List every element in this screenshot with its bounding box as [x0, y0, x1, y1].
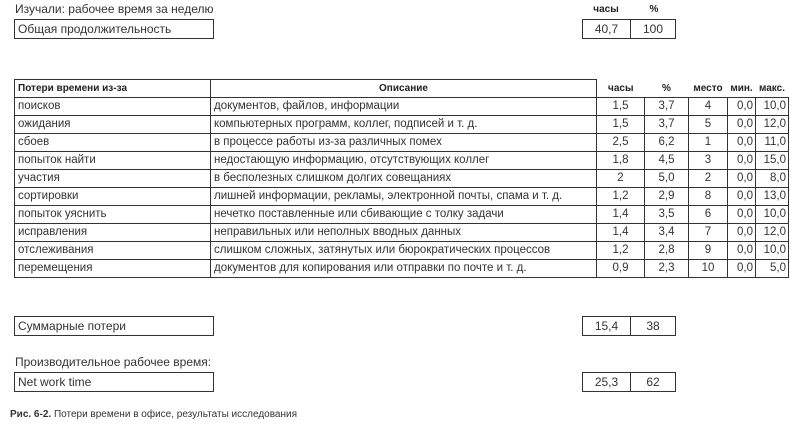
cell-rank: 10: [689, 260, 728, 278]
cell-cause: попыток уяснить: [15, 206, 211, 224]
cell-pct: 2,9: [645, 188, 689, 206]
productive-label: Net work time: [18, 375, 92, 389]
cell-hours: 1,5: [597, 98, 645, 116]
cell-cause: сбоев: [15, 134, 211, 152]
cell-cause: ожидания: [15, 116, 211, 134]
cell-min: 0,0: [728, 170, 756, 188]
table-header-row: [15, 80, 789, 98]
cell-rank: 3: [689, 152, 728, 170]
top-pct-header: %: [649, 4, 659, 15]
cell-rank: 1: [689, 134, 728, 152]
header-pct: %: [662, 82, 671, 94]
cell-pct: 3,4: [645, 224, 689, 242]
header-cause: Потери времени из-за: [15, 80, 211, 98]
total-hours-box: [582, 19, 631, 39]
table-row: [15, 260, 789, 278]
cell-max: 15,0: [756, 152, 789, 170]
cell-hours: 1,4: [597, 224, 645, 242]
cell-description: в процессе работы из-за различных помех: [211, 134, 597, 152]
cell-max: 8,0: [756, 170, 789, 188]
cell-max: 13,0: [756, 188, 789, 206]
cell-description: документов для копирования или отправки по почте и т. д.: [211, 260, 597, 278]
table-row: [15, 188, 789, 206]
cell-cause: сортировки: [15, 188, 211, 206]
cell-min: 0,0: [728, 116, 756, 134]
cell-max: 5,0: [756, 260, 789, 278]
cell-rank: 8: [689, 188, 728, 206]
cell-max: 10,0: [756, 98, 789, 116]
losses-label-box: [14, 316, 214, 336]
table-row: [15, 116, 789, 134]
productive-label-box: [14, 372, 214, 392]
table-row: [15, 242, 789, 260]
cell-cause: отслеживания: [15, 242, 211, 260]
top-hours-header: часы: [593, 4, 619, 15]
cell-description: недостающую информацию, отсутствующих коллег: [211, 152, 597, 170]
cell-max: 10,0: [756, 242, 789, 260]
cell-description: слишком сложных, затянутых или бюрократических процессов: [211, 242, 597, 260]
cell-description: лишней информации, рекламы, электронной почты, спама и т. д.: [211, 188, 597, 206]
total-label-box: [14, 19, 214, 39]
losses-hours: 15,4: [594, 319, 619, 333]
cell-cause: попыток найти: [15, 152, 211, 170]
productive-hours-box: [582, 372, 631, 392]
cell-description: документов, файлов, информации: [211, 98, 597, 116]
cell-min: 0,0: [728, 206, 756, 224]
cell-pct: 6,2: [645, 134, 689, 152]
cell-hours: 1,2: [597, 188, 645, 206]
cell-hours: 1,8: [597, 152, 645, 170]
productive-heading: Производительное рабочее время:: [15, 355, 212, 369]
cell-cause: перемещения: [15, 260, 211, 278]
productive-pct-box: [630, 372, 676, 392]
studied-label: Изучали: рабочее время за неделю: [15, 2, 214, 16]
cell-min: 0,0: [728, 260, 756, 278]
cell-cause: исправления: [15, 224, 211, 242]
cell-hours: 1,2: [597, 242, 645, 260]
caption-text: Потери времени в офисе, результаты исследования: [51, 409, 297, 420]
cell-min: 0,0: [728, 188, 756, 206]
cell-rank: 9: [689, 242, 728, 260]
cell-hours: 2,5: [597, 134, 645, 152]
cell-description: нечетко поставленные или сбивающие с толку задачи: [211, 206, 597, 224]
cell-max: 12,0: [756, 116, 789, 134]
table-row: [15, 224, 789, 242]
cell-pct: 5,0: [645, 170, 689, 188]
losses-pct-box: [630, 316, 676, 336]
productive-pct: 62: [646, 375, 660, 389]
table-row: [15, 134, 789, 152]
figure-caption: [10, 409, 297, 420]
header-min: мин.: [730, 82, 753, 94]
cell-pct: 3,7: [645, 98, 689, 116]
losses-label: Суммарные потери: [18, 319, 126, 333]
cell-min: 0,0: [728, 98, 756, 116]
cell-cause: участия: [15, 170, 211, 188]
losses-pct: 38: [646, 319, 660, 333]
cell-rank: 4: [689, 98, 728, 116]
cell-rank: 6: [689, 206, 728, 224]
header-description: Описание: [211, 80, 597, 98]
cell-hours: 0,9: [597, 260, 645, 278]
cell-description: компьютерных программ, коллег, подписей и т. д.: [211, 116, 597, 134]
cell-rank: 5: [689, 116, 728, 134]
cell-pct: 3,7: [645, 116, 689, 134]
cell-rank: 2: [689, 170, 728, 188]
cell-max: 12,0: [756, 224, 789, 242]
cell-min: 0,0: [728, 242, 756, 260]
cell-pct: 2,8: [645, 242, 689, 260]
cell-max: 11,0: [756, 134, 789, 152]
table-row: [15, 206, 789, 224]
losses-hours-box: [582, 316, 631, 336]
cell-min: 0,0: [728, 134, 756, 152]
header-rank: место: [693, 82, 723, 94]
cell-max: 10,0: [756, 206, 789, 224]
table-row: [15, 98, 789, 116]
cell-pct: 2,3: [645, 260, 689, 278]
cell-cause: поисков: [15, 98, 211, 116]
cell-rank: 7: [689, 224, 728, 242]
header-hours: часы: [608, 82, 634, 94]
table-row: [15, 152, 789, 170]
total-label: Общая продолжительность: [18, 22, 172, 36]
cell-description: неправильных или неполных вводных данных: [211, 224, 597, 242]
cell-hours: 1,5: [597, 116, 645, 134]
time-loss-table: [14, 79, 789, 278]
cell-min: 0,0: [728, 152, 756, 170]
total-hours: 40,7: [594, 22, 619, 36]
cell-pct: 3,5: [645, 206, 689, 224]
cell-hours: 1,4: [597, 206, 645, 224]
caption-prefix: Рис. 6-2.: [10, 409, 52, 420]
cell-min: 0,0: [728, 224, 756, 242]
cell-description: в бесполезных слишком долгих совещаниях: [211, 170, 597, 188]
productive-hours: 25,3: [594, 375, 619, 389]
cell-hours: 2: [597, 170, 645, 188]
total-pct-box: [630, 19, 676, 39]
total-pct: 100: [642, 22, 664, 36]
cell-pct: 4,5: [645, 152, 689, 170]
header-max: макс.: [758, 82, 786, 94]
table-row: [15, 170, 789, 188]
